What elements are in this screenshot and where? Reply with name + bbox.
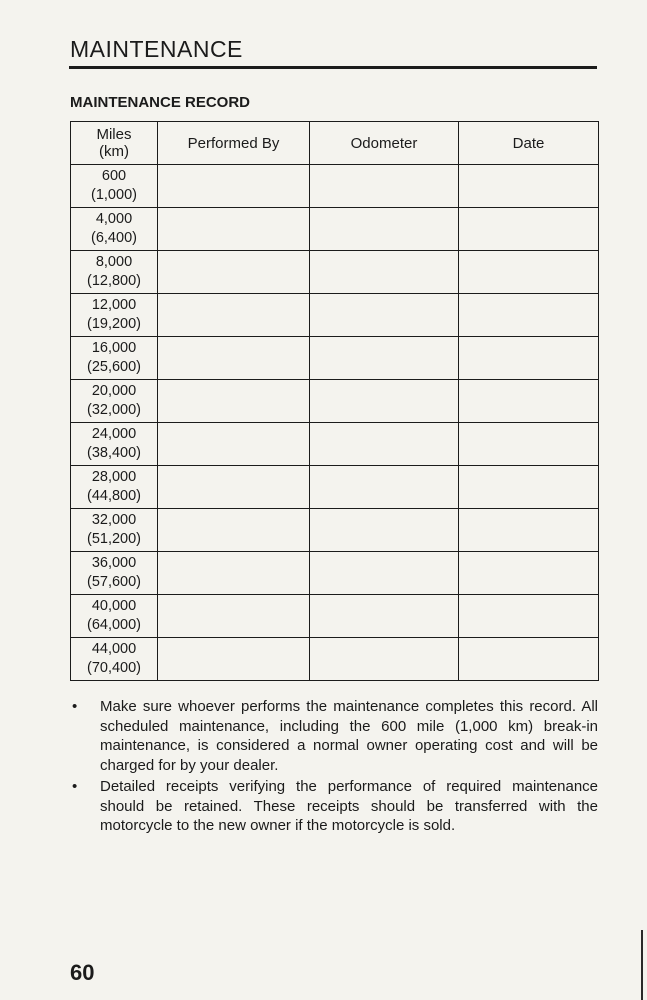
title-rule — [69, 66, 597, 69]
note-text: Make sure whoever performs the maintenance completes this record. All scheduled maintenance, including the 600 mile (1,000 km) break-in maintenance, is considered a normal owner operating cost and will be charged for by your dealer. — [100, 698, 598, 774]
date-cell — [459, 208, 599, 251]
miles-cell — [71, 165, 158, 208]
km-value: (6,400) — [91, 230, 137, 246]
table-row — [71, 552, 599, 595]
miles-cell — [71, 466, 158, 509]
table-row — [71, 380, 599, 423]
odometer-cell — [310, 423, 459, 466]
km-value: (12,800) — [86, 273, 141, 289]
bullet-icon: • — [72, 778, 78, 795]
miles-value: 600 — [101, 168, 127, 184]
miles-cell — [71, 552, 158, 595]
performed-by-cell — [158, 337, 310, 380]
km-value: (70,400) — [86, 660, 141, 676]
miles-cell — [71, 638, 158, 681]
miles-cell — [71, 595, 158, 638]
section-title: MAINTENANCE — [70, 36, 243, 62]
km-value: (38,400) — [86, 445, 141, 461]
odometer-cell — [310, 208, 459, 251]
date-cell — [459, 337, 599, 380]
header-miles — [71, 122, 158, 165]
table-row — [71, 337, 599, 380]
date-cell — [459, 638, 599, 681]
miles-value: 12,000 — [91, 297, 137, 313]
table-row — [71, 423, 599, 466]
date-cell — [459, 552, 599, 595]
km-value: (57,600) — [86, 574, 141, 590]
miles-cell — [71, 380, 158, 423]
date-cell — [459, 380, 599, 423]
table-row — [71, 509, 599, 552]
odometer-cell — [310, 165, 459, 208]
miles-value: 24,000 — [91, 426, 137, 442]
performed-by-cell — [158, 552, 310, 595]
table-row — [71, 165, 599, 208]
date-cell — [459, 595, 599, 638]
miles-value: 28,000 — [91, 469, 137, 485]
note-item — [70, 777, 598, 836]
odometer-cell — [310, 638, 459, 681]
miles-value: 4,000 — [95, 211, 133, 227]
miles-value: 44,000 — [91, 641, 137, 657]
miles-cell — [71, 251, 158, 294]
performed-by-cell — [158, 595, 310, 638]
miles-cell — [71, 423, 158, 466]
miles-value: 32,000 — [91, 512, 137, 528]
date-cell — [459, 509, 599, 552]
header-date: Date — [459, 122, 599, 165]
header-miles-label: Miles — [96, 126, 132, 143]
date-cell — [459, 165, 599, 208]
odometer-cell — [310, 509, 459, 552]
page-number: 60 — [70, 960, 95, 985]
performed-by-cell — [158, 380, 310, 423]
km-value: (64,000) — [86, 617, 141, 633]
km-value: (25,600) — [86, 359, 141, 375]
table-row — [71, 294, 599, 337]
odometer-cell — [310, 595, 459, 638]
miles-value: 36,000 — [91, 555, 137, 571]
table-row — [71, 595, 599, 638]
note-text: Detailed receipts verifying the performance of required maintenance should be retained. These receipts should be transferred with the motorcycle to the new owner if the motorcycle is sold. — [100, 778, 598, 834]
table-header-row — [71, 122, 599, 165]
date-cell — [459, 251, 599, 294]
header-odometer: Odometer — [310, 122, 459, 165]
odometer-cell — [310, 380, 459, 423]
table-row — [71, 208, 599, 251]
performed-by-cell — [158, 638, 310, 681]
km-value: (51,200) — [86, 531, 141, 547]
odometer-cell — [310, 251, 459, 294]
miles-cell — [71, 509, 158, 552]
performed-by-cell — [158, 294, 310, 337]
performed-by-cell — [158, 251, 310, 294]
odometer-cell — [310, 552, 459, 595]
performed-by-cell — [158, 509, 310, 552]
header-performed-by: Performed By — [158, 122, 310, 165]
miles-value: 40,000 — [91, 598, 137, 614]
maintenance-record-table — [70, 121, 599, 681]
performed-by-cell — [158, 208, 310, 251]
miles-value: 20,000 — [91, 383, 137, 399]
date-cell — [459, 466, 599, 509]
performed-by-cell — [158, 423, 310, 466]
table-body — [71, 165, 599, 681]
odometer-cell — [310, 294, 459, 337]
miles-value: 8,000 — [95, 254, 133, 270]
km-value: (19,200) — [86, 316, 141, 332]
notes-list — [70, 697, 598, 838]
miles-cell — [71, 208, 158, 251]
performed-by-cell — [158, 165, 310, 208]
miles-value: 16,000 — [91, 340, 137, 356]
note-item — [70, 697, 598, 775]
header-km-label: (km) — [99, 143, 129, 160]
odometer-cell — [310, 337, 459, 380]
miles-cell — [71, 337, 158, 380]
table-row — [71, 466, 599, 509]
odometer-cell — [310, 466, 459, 509]
performed-by-cell — [158, 466, 310, 509]
date-cell — [459, 423, 599, 466]
km-value: (1,000) — [91, 187, 137, 203]
record-title: MAINTENANCE RECORD — [70, 94, 250, 111]
km-value: (32,000) — [86, 402, 141, 418]
km-value: (44,800) — [86, 488, 141, 504]
page-edge-mark — [641, 930, 643, 1000]
bullet-icon: • — [72, 698, 78, 715]
table-row — [71, 638, 599, 681]
miles-cell — [71, 294, 158, 337]
date-cell — [459, 294, 599, 337]
table-row — [71, 251, 599, 294]
